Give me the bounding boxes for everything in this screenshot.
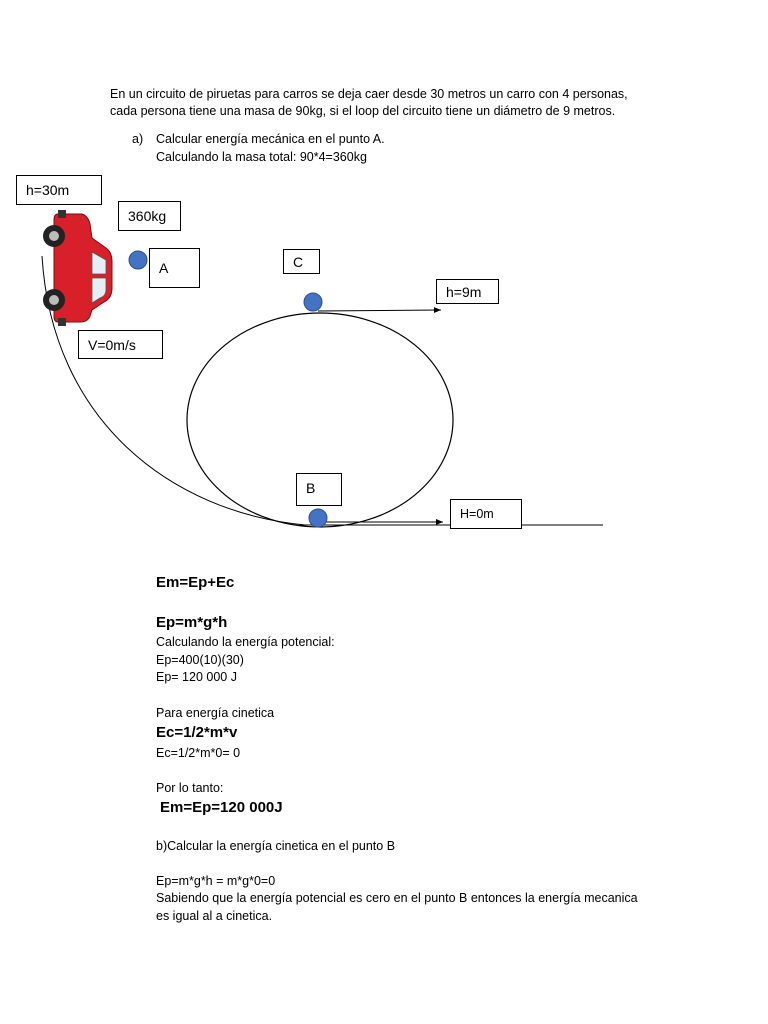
potential-energy-result: Ep= 120 000 J [156, 670, 237, 684]
label-box-point-a: A [149, 248, 200, 288]
kinetic-energy-result: Ec=1/2*m*0= 0 [156, 746, 241, 760]
label-box-mass: 360kg [118, 201, 181, 231]
ball-point-c [304, 293, 322, 311]
mechanical-energy-result: Em=Ep=120 000J [160, 799, 283, 816]
label-box-height-9: h=9m [436, 279, 499, 304]
car-icon [43, 210, 112, 326]
explanation-line-2: es igual al a cinetica. [156, 909, 273, 923]
label-box-height-0: H=0m [450, 499, 522, 529]
label-box-point-b: B [296, 473, 342, 506]
ball-point-b [309, 509, 327, 527]
mass-calculation: Calculando la masa total: 90*4=360kg [156, 150, 367, 164]
explanation-line-1: Sabiendo que la energía potencial es cero en el punto B entonces la energía mecanica [156, 891, 638, 905]
question-a-marker: a) [132, 132, 144, 146]
formula-potential-energy: Ep=m*g*h [156, 614, 228, 631]
label-box-point-c: C [283, 249, 320, 274]
arrow-top [318, 310, 441, 311]
potential-energy-intro: Calculando la energía potencial: [156, 635, 335, 649]
question-a-text: Calcular energía mecánica en el punto A. [156, 132, 385, 146]
label-box-velocity: V=0m/s [78, 330, 163, 359]
formula-kinetic-energy: Ec=1/2*m*v [156, 724, 238, 741]
potential-energy-step: Ep=400(10)(30) [156, 653, 244, 667]
kinetic-energy-intro: Para energía cinetica [156, 706, 275, 720]
ball-point-a [129, 251, 147, 269]
question-b-text: b)Calcular la energía cinetica en el punto B [156, 839, 396, 853]
potential-energy-zero: Ep=m*g*h = m*g*0=0 [156, 874, 276, 888]
label-box-height-30: h=30m [16, 175, 102, 205]
problem-statement-line-2: cada persona tiene una masa de 90kg, si el loop del circuito tiene un diámetro de 9 metros. [110, 104, 616, 118]
formula-mechanical-energy: Em=Ep+Ec [156, 574, 235, 591]
problem-statement-line-1: En un circuito de piruetas para carros se deja caer desde 30 metros un carro con 4 personas, [110, 87, 628, 101]
conclusion-intro: Por lo tanto: [156, 781, 224, 795]
